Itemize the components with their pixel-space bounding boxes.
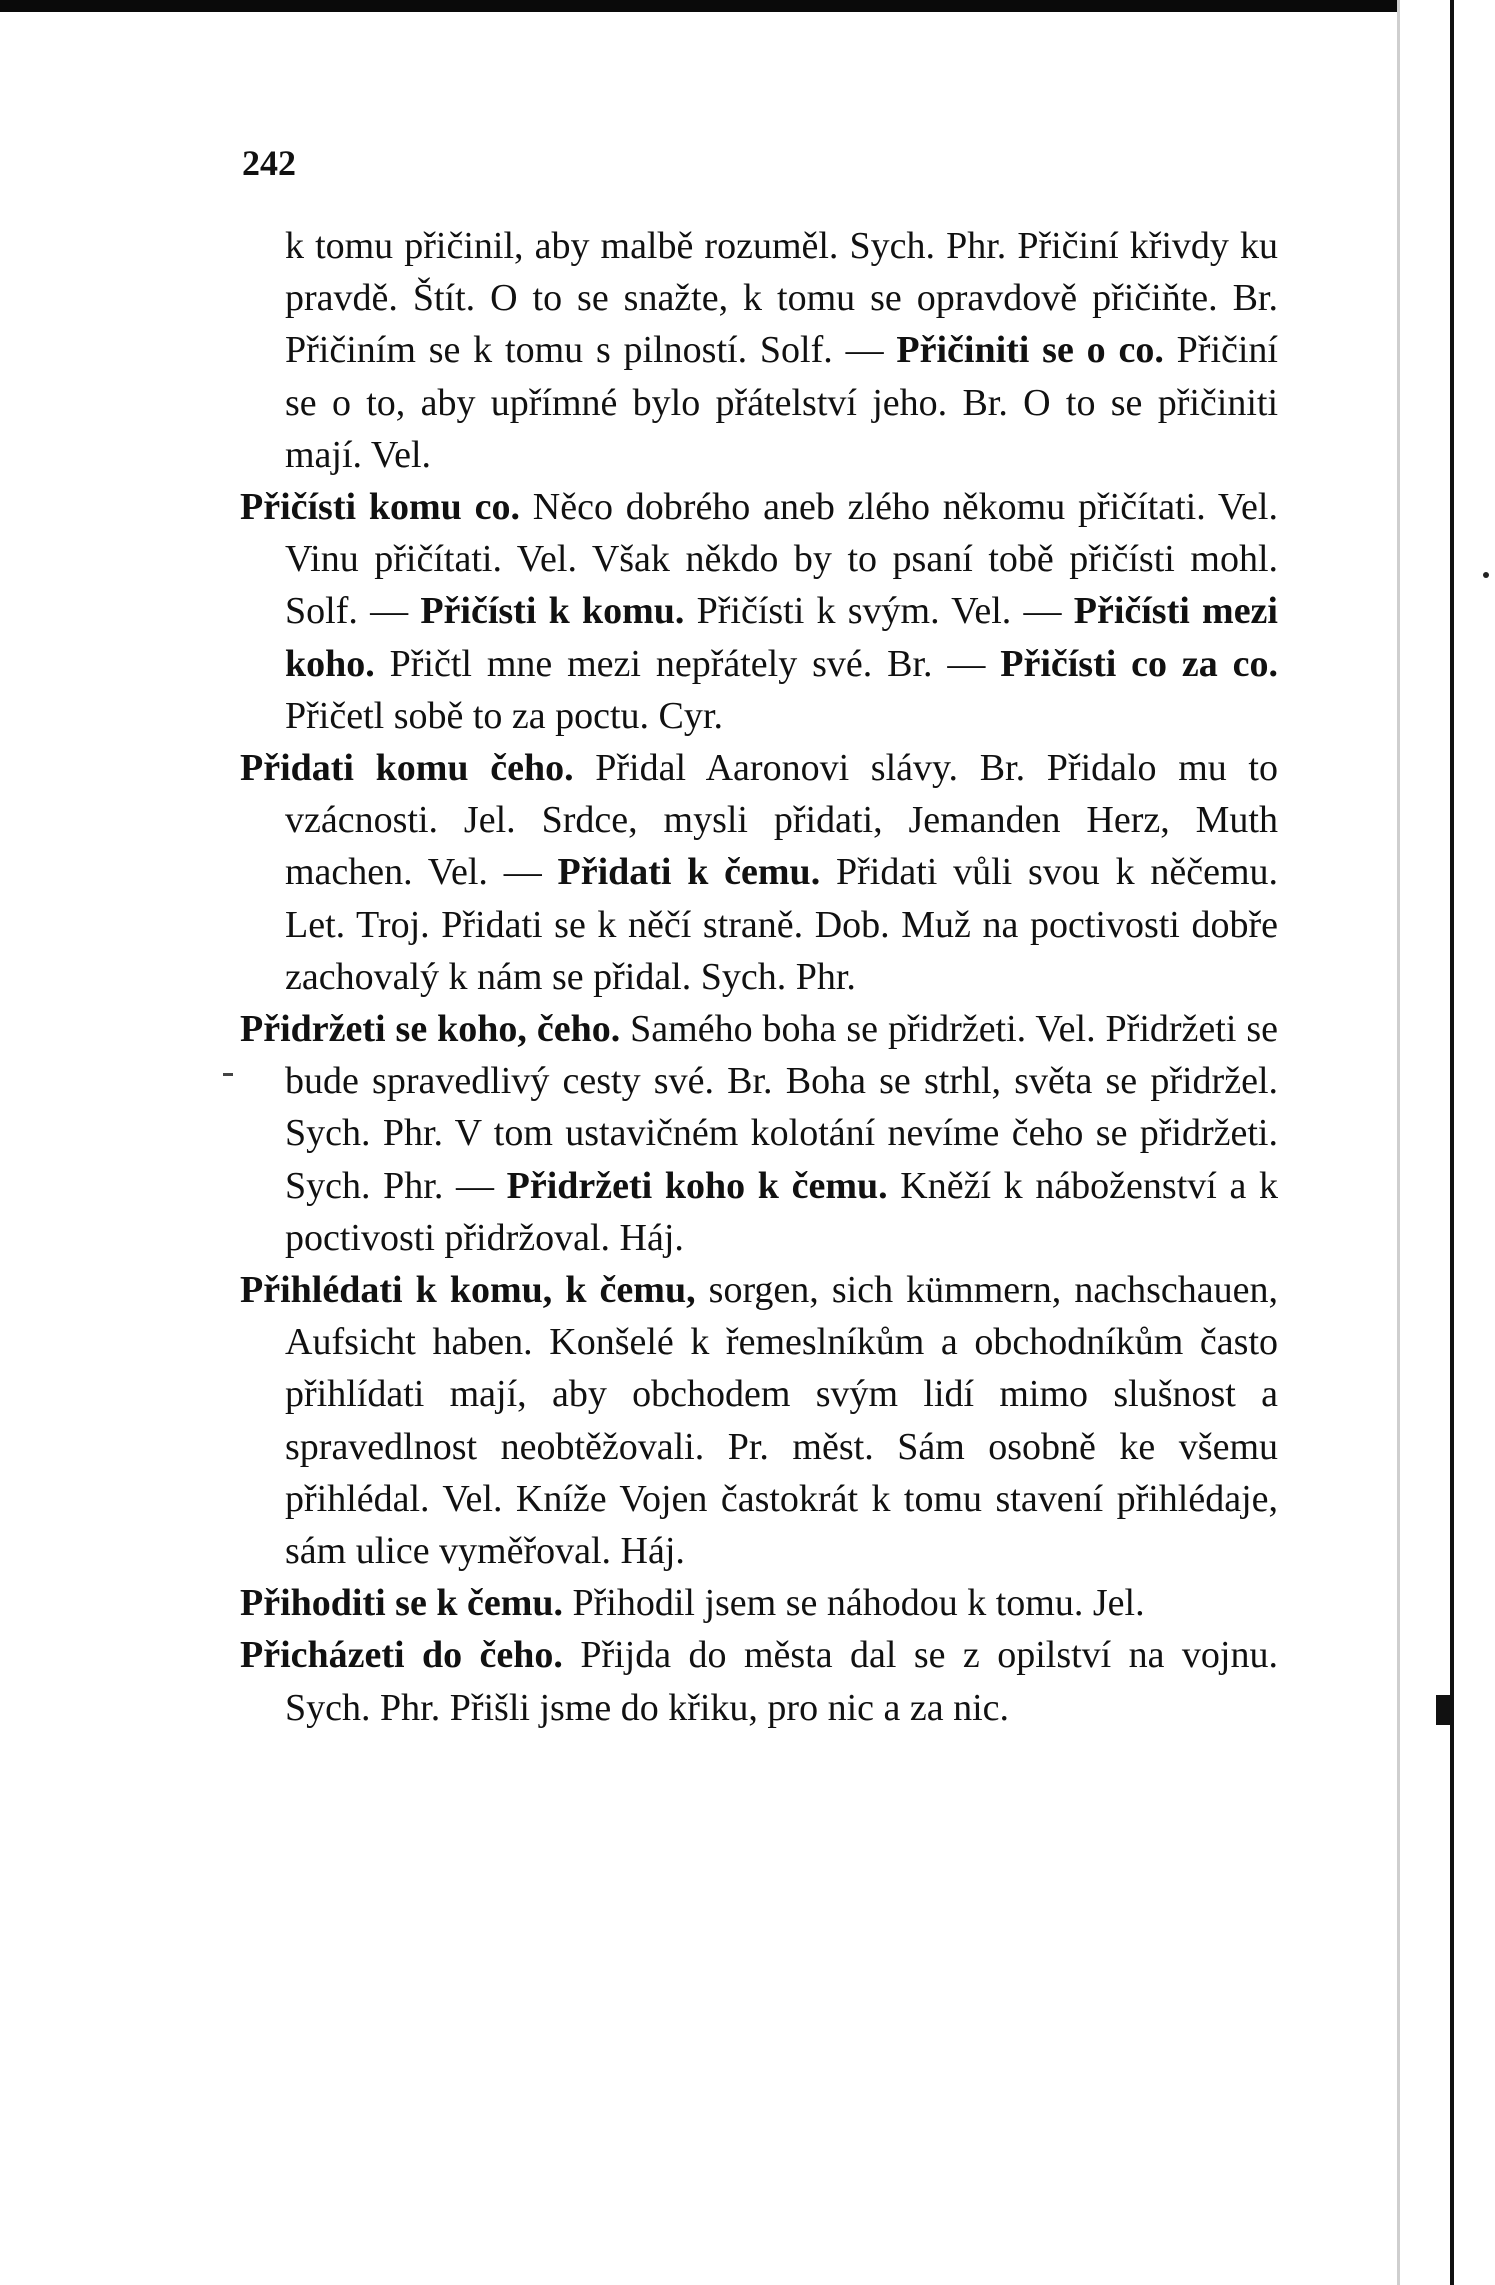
entry-text: Přihodil jsem se náhodou k tomu. Jel.: [562, 1582, 1145, 1625]
entry-text: Přičetl sobě to za poctu. Cyr.: [285, 694, 723, 737]
entry-text: Přidal Aaronovi slávy. Br. Přidalo mu to vzácnosti. Jel. Srdce, mysli přidati, Jemanden Herz, Muth machen. Vel. —: [285, 747, 1278, 894]
entry-continuation: [240, 220, 1278, 481]
dictionary-entry: [240, 1629, 1278, 1733]
scan-margin-strip: [1400, 0, 1495, 2285]
dictionary-entry: [240, 1003, 1278, 1264]
headword: Přidržeti se koho, čeho.: [240, 1008, 621, 1051]
entry-text: Přičtl mne mezi nepřátely své. Br. —: [374, 642, 1001, 685]
page-number: 242: [242, 143, 296, 183]
headword: Přihlédati k komu, k čemu,: [240, 1269, 696, 1312]
dictionary-entry: [240, 481, 1278, 742]
headword: Přičísti co za co.: [1000, 642, 1278, 685]
headword: Přihoditi se k čemu.: [240, 1582, 563, 1625]
entry-text: Přičiní se o to, aby upřímné bylo přátelství jeho. Br. O to se přičiniti mají. Vel.: [285, 329, 1278, 476]
margin-mark: [223, 1073, 233, 1076]
headword: Přidati komu čeho.: [240, 747, 574, 790]
dictionary-entry: [240, 1577, 1278, 1629]
entry-text: Kněží k náboženství a k poctivosti přidržoval. Háj.: [285, 1164, 1278, 1259]
dictionary-text: [240, 220, 1278, 1734]
headword: Přidržeti koho k čemu.: [506, 1164, 888, 1207]
headword: Přičiniti se o co.: [896, 329, 1164, 372]
dictionary-entry: [240, 742, 1278, 1003]
entry-text: Něco dobrého aneb zlého někomu přičítati. Vel. Vinu přičítati. Vel. Však někdo by to psaní tobě přičísti mohl. Solf. —: [285, 486, 1278, 633]
dictionary-entry: [240, 1264, 1278, 1577]
entry-text: sorgen, sich kümmern, nachschauen, Aufsicht haben. Konšelé k řemeslníkům a obchodníkům často přihlídati mají, aby obchodem svým lidí mimo slušnost a spravedlnost neobtěžovali. Pr. měst. Sám osobně ke všemu přihlédal. Vel. Kníže Vojen častokrát k tomu stavení přihlédaje, sám ulice vyměřoval. Háj.: [285, 1269, 1278, 1573]
entry-text: Přičísti k svým. Vel. —: [684, 590, 1074, 633]
headword: Přičísti mezi koho.: [285, 590, 1278, 685]
scan-speck: [1483, 572, 1489, 578]
headword: Přidati k čemu.: [557, 851, 821, 894]
headword: Přičísti k komu.: [420, 590, 685, 633]
headword: Přičísti komu co.: [240, 486, 520, 529]
entry-text: Přidati vůli svou k něčemu. Let. Troj. Přidati se k něčí straně. Dob. Muž na poctivosti dobře zachovalý k nám se přidal. Sych. Phr.: [285, 851, 1279, 998]
scan-edge-tick: [1436, 1695, 1454, 1725]
headword: Přicházeti do čeho.: [240, 1634, 563, 1677]
entry-text: Přijda do města dal se z opilství na vojnu. Sych. Phr. Přišli jsme do křiku, pro nic a za nic.: [285, 1634, 1278, 1729]
entry-text: k tomu přičinil, aby malbě rozuměl. Sych. Phr. Přičiní křivdy ku pravdě. Štít. O to se snažte, k tomu se opravdově přičiňte. Br. Přičiním se k tomu s pilností. Solf. —: [285, 225, 1278, 372]
scan-edge-bar: [1450, 0, 1454, 2285]
entry-text: Samého boha se přidržeti. Vel. Přidržeti se bude spravedlivý cesty své. Br. Boha se strhl, světa se přidržel. Sych. Phr. V tom ustavičném kolotání nevíme čeho se přidržeti. Sych. Phr. —: [285, 1008, 1278, 1207]
